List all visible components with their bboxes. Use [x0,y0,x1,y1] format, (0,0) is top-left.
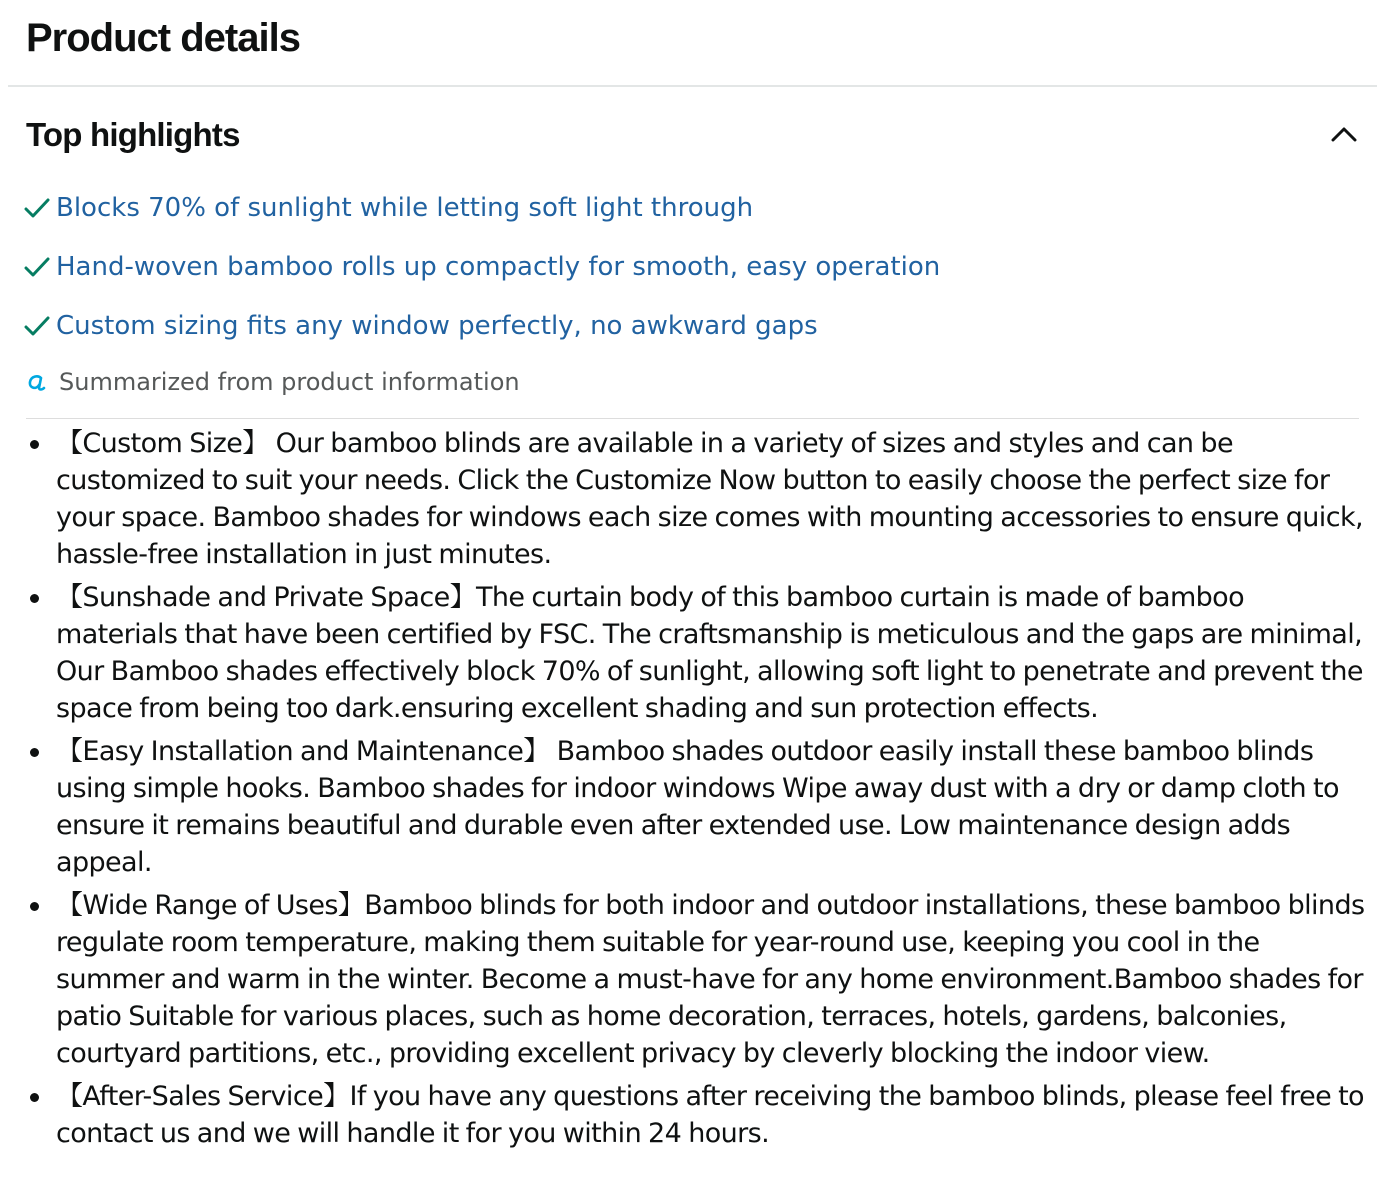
highlight-text: Hand-woven bamboo rolls up compactly for smooth, easy operation [56,252,941,282]
checkmark-icon [24,313,50,339]
bullet-icon [30,902,39,911]
section-title: Top highlights [26,116,240,153]
top-highlights-header[interactable] [26,112,1366,160]
list-item [26,579,1366,727]
list-item-text: 【Custom Size】 Our bamboo blinds are available in a variety of sizes and styles and can be customized to suit your needs. Click the Customize Now button to easily choose the perfect size for your space. Bamboo shades for windows each size comes with mounting accessories to ensure quick, hassle-free installation in just minutes. [56,428,1363,570]
highlight-item [24,186,940,230]
list-item-text: 【Sunshade and Private Space】The curtain body of this bamboo curtain is made of bamboo materials that have been certified by FSC. The craftsmanship is meticulous and the gaps are minimal, Our Bamboo shades effectively block 70% of sunlight, allowing soft light to penetrate and prevent the space from being too dark.ensuring excellent shading and sun protection effects. [56,582,1363,724]
list-item [26,887,1366,1072]
summary-note [26,362,520,402]
page-title: Product details [26,16,300,60]
bullet-icon [30,440,39,449]
summary-text: Summarized from product information [59,368,520,396]
highlight-text: Custom sizing fits any window perfectly, no awkward gaps [56,311,818,341]
list-item [26,425,1366,573]
highlight-item [24,304,940,348]
bullet-icon [30,594,39,603]
about-item-list [26,425,1366,1158]
list-item-text: 【Easy Installation and Maintenance】 Bamboo shades outdoor easily install these bamboo blinds using simple hooks. Bamboo shades for indoor windows Wipe away dust with a dry or damp cloth to ensure it remains beautiful and durable even after extended use. Low maintenance design adds appeal. [56,736,1339,878]
bullet-icon [30,748,39,757]
list-item [26,733,1366,881]
checkmark-icon [24,254,50,280]
highlight-text: Blocks 70% of sunlight while letting soft light through [56,193,754,223]
section-divider [8,85,1377,87]
list-item [26,1078,1366,1152]
chevron-up-icon[interactable] [1322,112,1366,156]
checkmark-icon [24,195,50,221]
list-item-text: 【After-Sales Service】If you have any questions after receiving the bamboo blinds, please feel free to contact us and we will handle it for you within 24 hours. [56,1081,1364,1149]
list-item-text: 【Wide Range of Uses】Bamboo blinds for both indoor and outdoor installations, these bamboo blinds regulate room temperature, making them suitable for year-round use, keeping you cool in the summer and warm in the winter. Become a must-have for any home environment.Bamboo shades for patio Suitable for various places, such as home decoration, terraces, hotels, gardens, balconies, courtyard partitions, etc., providing excellent privacy by cleverly blocking the indoor view. [56,890,1365,1069]
highlights-list [24,186,940,363]
highlight-item [24,245,940,289]
bullet-icon [30,1093,39,1102]
list-divider [26,418,1359,419]
ai-summary-icon [26,371,48,393]
